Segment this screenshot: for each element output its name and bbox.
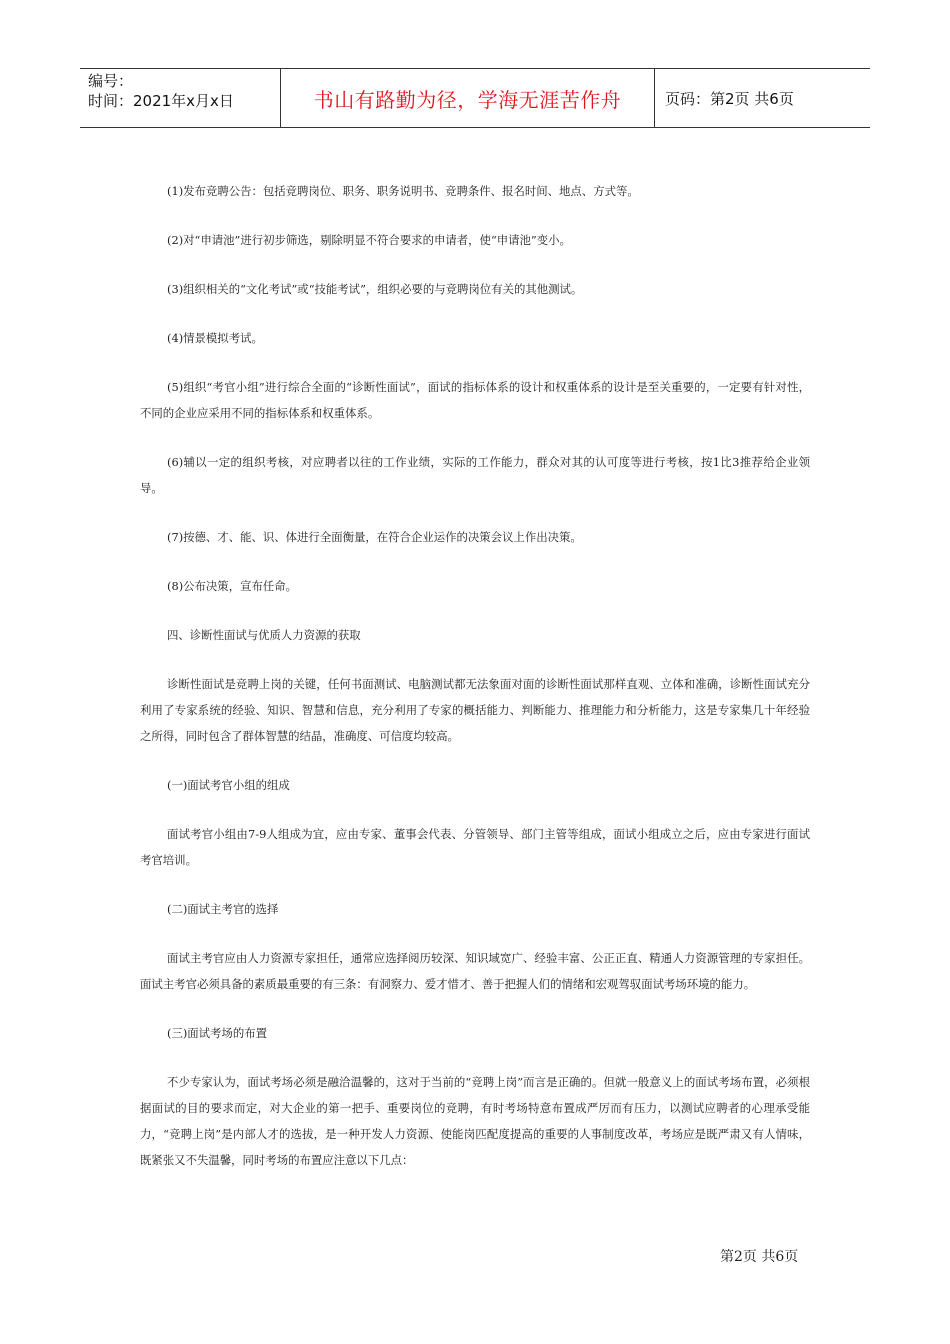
section-heading: 四、诊断性面试与优质人力资源的获取	[167, 628, 361, 642]
paragraph: 不少专家认为，面试考场必须是融洽温馨的，这对于当前的“竞聘上岗”而言是正确的。但就一般意义上的面试考场布置，必须根据面试的目的要求而定，对大企业的第一把手、重要岗位的竞聘，有时考场特意布置成严厉而有压力，以测试应聘者的心理承受能力，“竞聘上岗”是内部人才的选拔，是一种开发人力资源、使能岗匹配度提高的重要的人事制度改革，考场应是既严肃又有人情味，既紧张又不失温馨，同时考场的布置应注意以下几点：	[140, 1075, 810, 1167]
page-footer: 第2页 共6页	[720, 1249, 799, 1265]
subsection-heading: (一)面试考官小组的组成	[167, 778, 290, 792]
paragraph: (6)辅以一定的组织考核，对应聘者以往的工作业绩，实际的工作能力，群众对其的认可度等进行考核，按1比3推荐给企业领导。	[140, 455, 810, 495]
header-meta	[80, 69, 281, 127]
document-time: 时间：2021年x月x日	[88, 92, 234, 110]
paragraph: (8)公布决策，宣布任命。	[167, 579, 298, 593]
header-motto: 书山有路勤为径，学海无涯苦作舟	[281, 69, 655, 127]
paragraph: (3)组织相关的“文化考试”或“技能考试”，组织必要的与竞聘岗位有关的其他测试。	[167, 282, 583, 296]
page-header	[80, 68, 870, 128]
paragraph: 面试主考官应由人力资源专家担任，通常应选择阅历较深、知识域宽广、经验丰富、公正正直、精通人力资源管理的专家担任。面试主考官必须具备的素质最重要的有三条：有洞察力、爱才惜才、善于把握人们的情绪和宏观驾驭面试考场环境的能力。	[140, 951, 810, 991]
header-page-number: 页码：第2页 共6页	[665, 89, 794, 108]
document-number: 编号：	[88, 72, 134, 90]
paragraph: (4)情景模拟考试。	[167, 331, 263, 345]
paragraph: (7)按德、才、能、识、体进行全面衡量，在符合企业运作的决策会议上作出决策。	[167, 530, 582, 544]
subsection-heading: (三)面试考场的布置	[167, 1026, 268, 1040]
paragraph: 面试考官小组由7-9人组成为宜，应由专家、董事会代表、分管领导、部门主管等组成，面试小组成立之后，应由专家进行面试考官培训。	[140, 827, 810, 867]
subsection-heading: (二)面试主考官的选择	[167, 902, 279, 916]
paragraph: (1)发布竞聘公告：包括竞聘岗位、职务、职务说明书、竞聘条件、报名时间、地点、方式等。	[167, 184, 639, 198]
paragraph: 诊断性面试是竞聘上岗的关键，任何书面测试、电脑测试都无法象面对面的诊断性面试那样直观、立体和准确，诊断性面试充分利用了专家系统的经验、知识、智慧和信息，充分利用了专家的概括能力、判断能力、推理能力和分析能力，这是专家集几十年经验之所得，同时包含了群体智慧的结晶，准确度、可信度均较高。	[140, 677, 810, 743]
document-body	[140, 178, 810, 1196]
paragraph: (5)组织“考官小组”进行综合全面的“诊断性面试”，面试的指标体系的设计和权重体系的设计是至关重要的，一定要有针对性，不同的企业应采用不同的指标体系和权重体系。	[140, 380, 810, 420]
paragraph: (2)对“申请池”进行初步筛选，剔除明显不符合要求的申请者，使“申请池”变小。	[167, 233, 571, 247]
